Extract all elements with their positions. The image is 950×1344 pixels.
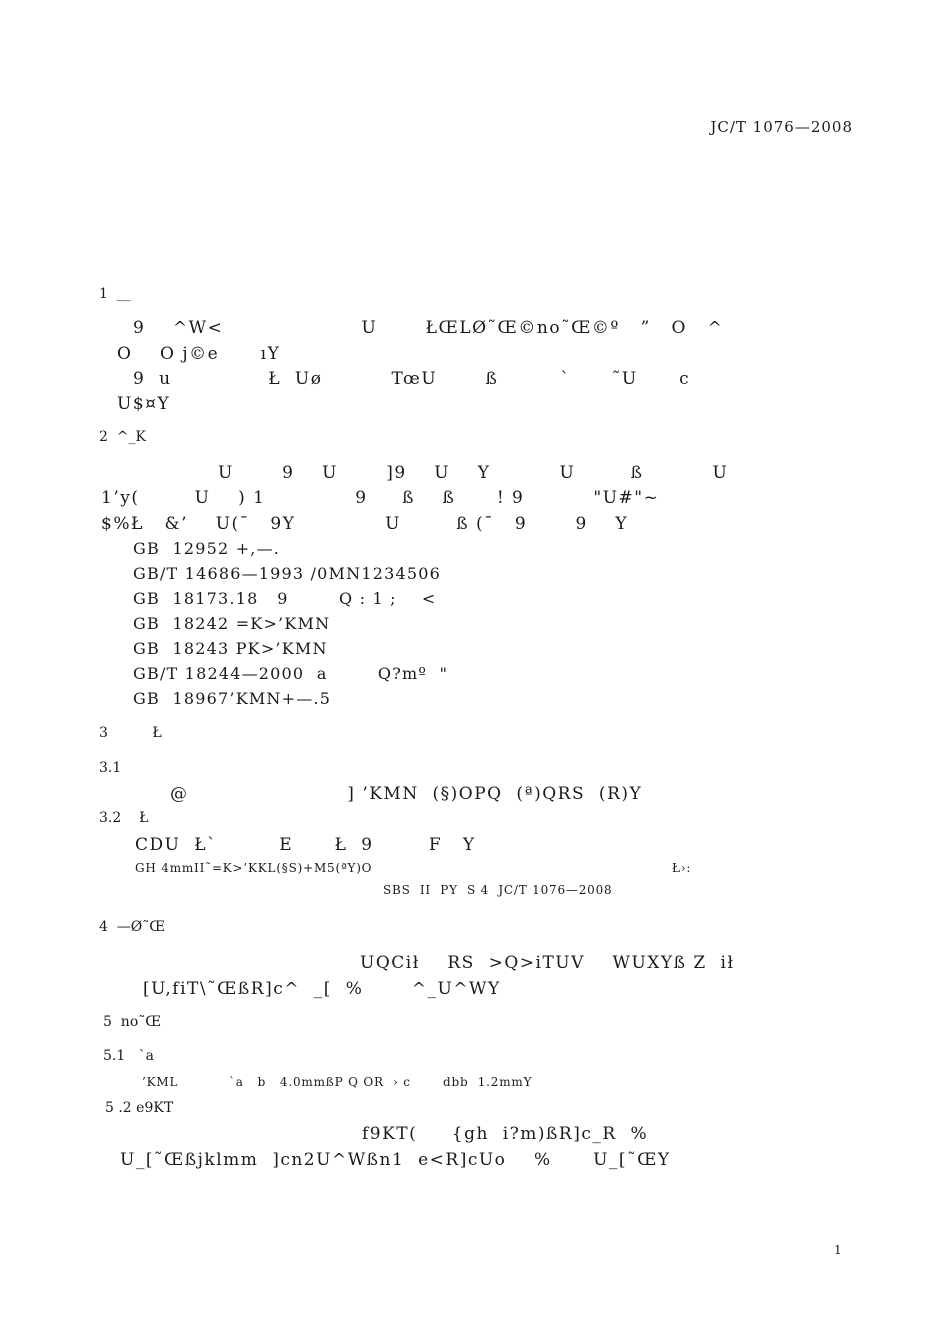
reference-item: GB 12952 +,—.: [133, 539, 281, 558]
section-3-1-heading: 3.1: [99, 760, 122, 776]
reference-item: GB/T 18244—2000 a Q?mº ": [133, 664, 449, 683]
text-line: SBS II PY S 4 JC/T 1076—2008: [383, 883, 613, 897]
text-line: GH 4mmII˜=K>’KKL(§S)+M5(ªY)O: [135, 861, 373, 875]
reference-item: GB 18173.18 9 Q : 1 ; <: [133, 589, 437, 608]
standard-code: JC/T 1076—2008: [710, 118, 853, 136]
reference-item: GB 18967’KMN+—.5: [133, 689, 332, 708]
text-line: U 9 U ]9 U Y U ß U: [218, 463, 729, 483]
section-2-heading: 2 ^_K: [99, 429, 146, 445]
text-line: U_[˜Œßjklmm ]cn2U^Wßn1 e<R]cUo % U_[˜ŒY: [120, 1150, 671, 1170]
section-4-heading: 4 —Ø˜Œ: [99, 919, 166, 935]
section-3-2-heading: 3.2 Ł: [99, 810, 149, 826]
reference-item: GB 18242 =K>’KMN: [133, 614, 331, 633]
text-line: 9 ^W< U ŁŒLØ˜Œ©no˜Œ©º ” O ^: [133, 318, 724, 338]
text-line: [U,fiT\˜ŒßR]c^ _[ % ^_U^WY: [143, 979, 501, 999]
section-5-1-heading: 5.1 `a: [103, 1048, 154, 1064]
text-line: U$¤Y: [117, 394, 171, 414]
text-line: UQCił RS >Q>iTUV WUXYß Z ił: [360, 953, 735, 973]
section-1-heading: 1 __: [99, 286, 131, 302]
section-5-2-heading: 5 .2 e9KT: [105, 1100, 174, 1116]
text-line: CDU Ł` E Ł 9 F Y: [135, 835, 476, 855]
text-line: ’KML `a b 4.0mmßP Q OR › c dbb 1.2mmY: [142, 1075, 533, 1089]
section-3-heading: 3 Ł: [99, 725, 162, 741]
text-line: O O j©e ıY: [117, 344, 281, 364]
text-line: 9 u Ł Uø TœU ß ` ˜U c: [133, 369, 691, 389]
reference-item: GB 18243 PK>’KMN: [133, 639, 328, 658]
text-line: Ł›:: [672, 861, 692, 875]
text-line: @ ] ’KMN (§)OPQ (ª)QRS (R)Y: [170, 784, 643, 804]
page-number: 1: [834, 1243, 842, 1257]
reference-item: GB/T 14686—1993 /0MN1234506: [133, 564, 442, 583]
text-line: f9KT( {gh i?m)ßR]c_R %: [362, 1124, 649, 1144]
section-5-heading: 5 no˜Œ: [103, 1014, 162, 1030]
text-line: 1’y( U ) 1 9 ß ß ! 9 "U#"~: [101, 488, 660, 508]
text-line: $%Ł &’ U(¯ 9Y U ß (¯ 9 9 Y: [101, 514, 629, 534]
